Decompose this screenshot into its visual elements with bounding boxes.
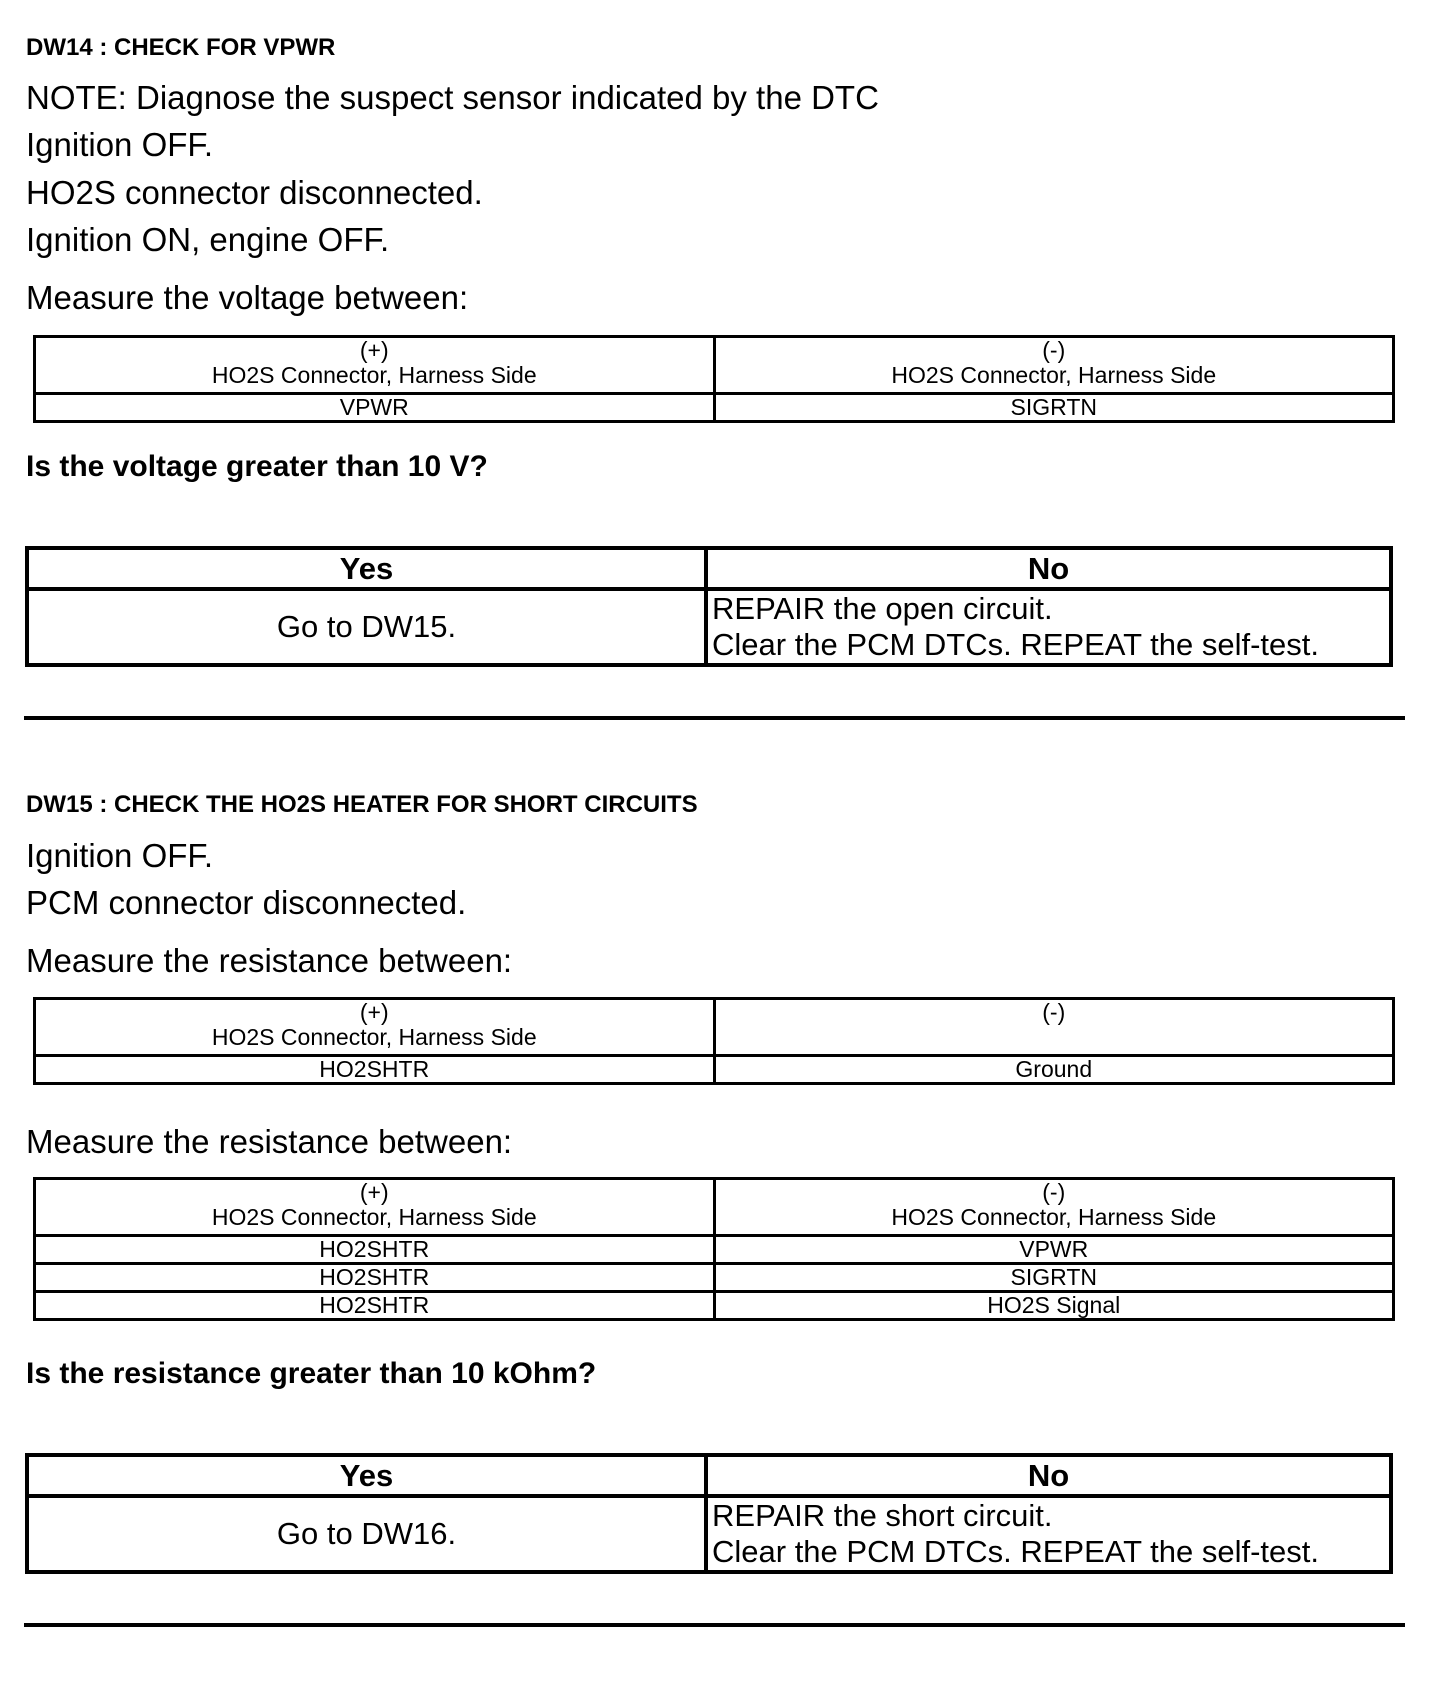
no-action-line: REPAIR the short circuit.	[712, 1498, 1053, 1533]
yes-header: Yes	[27, 1455, 706, 1496]
yes-action: Go to DW15.	[27, 589, 706, 665]
dw15-heading: DW15 : CHECK THE HO2S HEATER FOR SHORT CIRCUITS	[26, 791, 698, 818]
no-action	[706, 589, 1391, 665]
neg-value: HO2S Signal	[714, 1292, 1394, 1320]
no-header: No	[706, 1455, 1391, 1496]
table-row	[35, 1236, 1394, 1264]
neg-header: HO2S Connector, Harness Side	[891, 1204, 1217, 1230]
table-row	[35, 394, 1394, 422]
dw15-answer-table	[25, 1453, 1393, 1574]
dw14-step-ignition-off: Ignition OFF.	[26, 126, 214, 163]
pos-value: HO2SHTR	[35, 1236, 715, 1264]
yes-header: Yes	[27, 548, 706, 589]
neg-symbol: (-)	[1042, 999, 1066, 1025]
neg-header-cell	[714, 337, 1394, 394]
dw15-measure-table-1	[33, 997, 1395, 1085]
no-action	[706, 1496, 1391, 1572]
neg-value: SIGRTN	[714, 1264, 1394, 1292]
neg-header-cell	[714, 1179, 1394, 1236]
table-row	[35, 1292, 1394, 1320]
neg-symbol: (-)	[1042, 1179, 1066, 1205]
neg-value: VPWR	[714, 1236, 1394, 1264]
dw15-measure-label-2: Measure the resistance between:	[26, 1123, 513, 1160]
dw14-measure-table	[33, 335, 1395, 423]
no-action-line: Clear the PCM DTCs. REPEAT the self-test.	[712, 627, 1319, 662]
neg-value: SIGRTN	[714, 394, 1394, 422]
pos-value: HO2SHTR	[35, 1264, 715, 1292]
pos-header-cell	[35, 337, 715, 394]
dw14-measure-label: Measure the voltage between:	[26, 279, 469, 316]
pos-header: HO2S Connector, Harness Side	[211, 1024, 537, 1050]
no-action-line: Clear the PCM DTCs. REPEAT the self-test.	[712, 1534, 1319, 1569]
neg-header: HO2S Connector, Harness Side	[891, 362, 1217, 388]
dw15-question: Is the resistance greater than 10 kOhm?	[26, 1357, 597, 1390]
pos-symbol: (+)	[359, 1179, 389, 1205]
pos-header-cell	[35, 1179, 715, 1236]
section-divider	[24, 1623, 1405, 1627]
no-action-line: REPAIR the open circuit.	[712, 591, 1053, 626]
pos-value: VPWR	[35, 394, 715, 422]
pos-header-cell	[35, 999, 715, 1056]
yes-action: Go to DW16.	[27, 1496, 706, 1572]
pos-symbol: (+)	[359, 337, 389, 363]
dw14-step-connector: HO2S connector disconnected.	[26, 174, 483, 211]
table-row	[35, 1264, 1394, 1292]
pos-header: HO2S Connector, Harness Side	[211, 362, 537, 388]
dw15-measure-table-2	[33, 1177, 1395, 1321]
pos-header: HO2S Connector, Harness Side	[211, 1204, 537, 1230]
dw14-heading: DW14 : CHECK FOR VPWR	[26, 34, 336, 61]
neg-symbol: (-)	[1042, 337, 1066, 363]
dw14-question: Is the voltage greater than 10 V?	[26, 450, 488, 483]
dw14-step-note: NOTE: Diagnose the suspect sensor indicated by the DTC	[26, 79, 879, 116]
pos-symbol: (+)	[359, 999, 389, 1025]
neg-value: Ground	[714, 1056, 1394, 1084]
no-header: No	[706, 548, 1391, 589]
dw14-answer-table	[25, 546, 1393, 667]
dw15-measure-label-1: Measure the resistance between:	[26, 942, 513, 979]
table-row	[35, 1056, 1394, 1084]
dw14-step-ignition-on: Ignition ON, engine OFF.	[26, 221, 390, 258]
section-divider	[24, 716, 1405, 720]
dw15-step-ignition-off: Ignition OFF.	[26, 837, 214, 874]
neg-header-cell	[714, 999, 1394, 1056]
dw15-step-connector: PCM connector disconnected.	[26, 884, 467, 921]
pos-value: HO2SHTR	[35, 1056, 715, 1084]
pos-value: HO2SHTR	[35, 1292, 715, 1320]
